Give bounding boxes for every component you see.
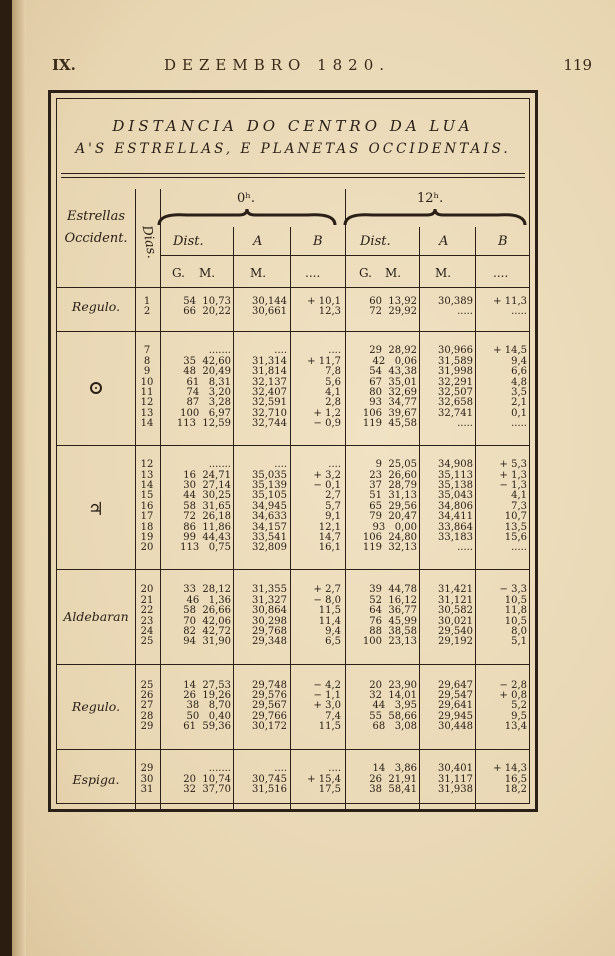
- cell-d12: 55 58,66: [369, 710, 417, 722]
- cell-d0: 30 27,14: [183, 480, 231, 491]
- cell-b0: + 10,1: [307, 296, 341, 307]
- cell-d12: 67 35,01: [369, 376, 417, 388]
- cell-d12: 14 3,86: [372, 763, 417, 775]
- cell-d0: 32 37,70: [183, 784, 231, 796]
- cell-days: 24: [140, 625, 154, 637]
- cell-d12: 93 34,77: [369, 397, 417, 409]
- cell-b12: 2,1: [511, 397, 527, 409]
- cell-d12: 60 13,92: [369, 296, 417, 307]
- cell-a12: 32,658: [438, 397, 473, 409]
- cell-d0: .......: [208, 763, 231, 775]
- cell-days: 14: [140, 418, 154, 430]
- cell-b12: 9,4: [511, 355, 527, 367]
- cell-days: 2: [143, 306, 151, 318]
- cell-a0: 30,864: [252, 605, 287, 617]
- cell-d12: 42 0,06: [372, 355, 417, 367]
- cell-d12: 51 31,13: [369, 490, 417, 502]
- cell-d12: 32 14,01: [369, 689, 417, 701]
- star-name: Regulo.: [71, 698, 121, 714]
- cell-a12: 30,966: [438, 345, 473, 357]
- cell-a12: 34,806: [438, 500, 473, 512]
- cell-a0: 29,567: [252, 700, 287, 712]
- cell-days: 8: [143, 355, 151, 367]
- cell-b0: + 2,7: [313, 584, 341, 596]
- cell-days: 13: [140, 407, 154, 419]
- cell-b12: 5,1: [511, 636, 527, 648]
- cell-a0: 29,576: [252, 689, 287, 701]
- cell-d12: 119 45,58: [362, 418, 417, 430]
- cell-days: 14: [140, 480, 154, 491]
- cell-a0: 32,809: [252, 542, 287, 554]
- group-separator: [57, 664, 529, 665]
- header-hour-12: 12ʰ.: [417, 191, 444, 206]
- cell-b0: 12,3: [318, 306, 341, 318]
- cell-a0: 34,945: [252, 500, 287, 512]
- header-hour-0: 0ʰ.: [237, 191, 256, 206]
- cell-d0: 14 27,53: [183, 679, 231, 691]
- cell-b0: 11,5: [318, 605, 341, 617]
- cell-d0: 26 19,26: [183, 689, 231, 701]
- star-name: Espiga.: [72, 772, 120, 787]
- cell-b0: 2,8: [325, 397, 341, 409]
- cell-d0: 46 1,36: [186, 594, 231, 606]
- vline-dist12: [419, 227, 420, 811]
- cell-days: 20: [140, 542, 154, 554]
- cell-b0: − 1,1: [313, 689, 341, 701]
- header-days: Dias.: [138, 224, 160, 260]
- sub-dist-12: Dist.: [360, 234, 391, 249]
- cell-a12: 35,138: [438, 480, 473, 491]
- header-star-column: [57, 206, 135, 250]
- cell-a12: 30,401: [438, 763, 473, 775]
- cell-d0: .......: [208, 459, 231, 471]
- sub-a-0: A: [253, 234, 263, 249]
- cell-b12: + 14,3: [493, 763, 527, 775]
- cell-d0: 44 30,25: [183, 490, 231, 502]
- cell-a0: 29,348: [252, 636, 287, 648]
- cell-a0: 32,744: [252, 418, 287, 430]
- cell-a0: 30,172: [252, 721, 287, 733]
- star-name: ♃: [87, 499, 105, 520]
- cell-a0: 32,137: [252, 376, 287, 388]
- cell-d0: 58 31,65: [183, 500, 231, 512]
- cell-b0: ....: [328, 763, 341, 775]
- cell-d12: 88 38,58: [369, 625, 417, 637]
- brace-0h: [157, 207, 337, 227]
- group-separator: [57, 331, 529, 332]
- cell-b12: 13,5: [504, 521, 527, 533]
- cell-a0: 33,541: [252, 532, 287, 543]
- cell-d0: 82 42,72: [183, 625, 231, 637]
- hline-sub: [160, 255, 529, 256]
- cell-b12: 9,5: [511, 710, 527, 722]
- unit-dots-b0: ....: [305, 266, 321, 280]
- cell-b12: 5,2: [511, 700, 527, 712]
- cell-b12: 4,1: [511, 490, 527, 502]
- table-frame: [48, 90, 538, 812]
- cell-b0: 6,5: [325, 636, 341, 648]
- cell-days: 1: [143, 296, 151, 307]
- table-inner-border: [56, 98, 530, 804]
- unit-g-0: G.: [172, 266, 185, 280]
- cell-b0: 16,1: [318, 542, 341, 554]
- sub-a-12: A: [439, 234, 449, 249]
- cell-b12: − 1,3: [499, 480, 527, 491]
- cell-b12: + 1,3: [499, 469, 527, 481]
- cell-a12: 31,421: [438, 584, 473, 596]
- cell-b12: 13,4: [504, 721, 527, 733]
- cell-d12: 23 26,60: [369, 469, 417, 481]
- cell-b0: 7,4: [325, 710, 341, 722]
- data-table: [57, 99, 529, 803]
- unit-dots-b12: ....: [493, 266, 509, 280]
- cell-a0: 31,355: [252, 584, 287, 596]
- table-title-line2: A'S ESTRELLAS, E PLANETAS OCCIDENTAIS.: [75, 141, 511, 157]
- cell-d0: 20 10,74: [183, 773, 231, 785]
- cell-b12: 10,7: [504, 511, 527, 523]
- cell-a0: 31,327: [252, 594, 287, 606]
- brace-12h: [343, 207, 527, 227]
- cell-a0: 32,591: [252, 397, 287, 409]
- cell-d12: 106 39,67: [362, 407, 417, 419]
- cell-days: 19: [140, 532, 154, 543]
- cell-d12: 64 36,77: [369, 605, 417, 617]
- cell-d12: 26 21,91: [369, 773, 417, 785]
- cell-b12: 8,0: [511, 625, 527, 637]
- cell-b0: 4,1: [325, 387, 341, 398]
- cell-b0: ....: [328, 459, 341, 471]
- cell-d12: 29 28,92: [369, 345, 417, 357]
- cell-b0: + 3,2: [313, 469, 341, 481]
- cell-a0: 35,035: [252, 469, 287, 481]
- cell-d0: 54 10,73: [183, 296, 231, 307]
- cell-days: 21: [140, 594, 154, 606]
- cell-a12: 32,507: [438, 387, 473, 398]
- cell-a0: 31,814: [252, 366, 287, 378]
- cell-b0: 14,7: [318, 532, 341, 543]
- cell-d12: 20 23,90: [369, 679, 417, 691]
- cell-b12: 11,8: [504, 605, 527, 617]
- cell-b0: 7,8: [325, 366, 341, 378]
- page-roman: IX.: [52, 56, 76, 74]
- cell-a0: 34,157: [252, 521, 287, 533]
- book-gutter: [12, 0, 26, 956]
- sub-b-12: B: [498, 234, 508, 249]
- cell-a12: 35,043: [438, 490, 473, 502]
- cell-b12: 0,1: [511, 407, 527, 419]
- cell-b12: 15,6: [504, 532, 527, 543]
- cell-days: 29: [140, 721, 154, 733]
- cell-d0: 66 20,22: [183, 306, 231, 318]
- cell-days: 12: [140, 397, 154, 409]
- cell-d0: 100 6,97: [180, 407, 231, 419]
- cell-a12: 30,021: [438, 615, 473, 627]
- cell-days: 30: [140, 773, 154, 785]
- cell-b0: − 0,1: [313, 480, 341, 491]
- cell-days: 9: [143, 366, 151, 378]
- vline-a12: [475, 227, 476, 811]
- cell-a12: .....: [457, 542, 473, 554]
- cell-a0: 30,661: [252, 306, 287, 318]
- cell-b12: .....: [511, 306, 527, 318]
- cell-b0: 17,5: [318, 784, 341, 796]
- cell-b0: 5,7: [325, 500, 341, 512]
- hline-units: [57, 287, 529, 288]
- cell-a0: ....: [274, 345, 287, 357]
- cell-d0: 72 26,18: [183, 511, 231, 523]
- cell-a12: 31,117: [438, 773, 473, 785]
- cell-a12: 29,192: [438, 636, 473, 648]
- cell-days: 25: [140, 636, 154, 648]
- cell-b12: 7,3: [511, 500, 527, 512]
- cell-a0: 35,139: [252, 480, 287, 491]
- cell-d12: 100 23,13: [362, 636, 417, 648]
- cell-b12: 16,5: [504, 773, 527, 785]
- cell-d12: 93 0,00: [372, 521, 417, 533]
- cell-a12: 29,945: [438, 710, 473, 722]
- cell-d0: 70 42,06: [183, 615, 231, 627]
- cell-a0: 32,710: [252, 407, 287, 419]
- page-number: 119: [563, 56, 592, 74]
- cell-b12: .....: [511, 418, 527, 430]
- cell-b0: 11,5: [318, 721, 341, 733]
- cell-a12: .....: [457, 306, 473, 318]
- sub-b-0: B: [313, 234, 323, 249]
- cell-a12: 32,291: [438, 376, 473, 388]
- cell-b0: 9,4: [325, 625, 341, 637]
- cell-b0: − 8,0: [313, 594, 341, 606]
- cell-b0: 11,4: [318, 615, 341, 627]
- cell-days: 20: [140, 584, 154, 596]
- cell-a12: 30,389: [438, 296, 473, 307]
- cell-d12: 65 29,56: [369, 500, 417, 512]
- cell-a12: 30,448: [438, 721, 473, 733]
- vline-star: [135, 189, 136, 811]
- cell-d12: 72 29,92: [369, 306, 417, 318]
- sub-dist-0: Dist.: [173, 234, 204, 249]
- cell-days: 12: [140, 459, 154, 471]
- cell-a0: ....: [274, 459, 287, 471]
- cell-b0: + 11,7: [307, 355, 341, 367]
- cell-a0: 29,748: [252, 679, 287, 691]
- cell-days: 13: [140, 469, 154, 481]
- cell-days: 7: [143, 345, 151, 357]
- cell-d0: 99 44,43: [183, 532, 231, 543]
- cell-a0: 31,516: [252, 784, 287, 796]
- group-separator: [57, 569, 529, 570]
- cell-b0: 2,7: [325, 490, 341, 502]
- cell-b12: − 2,8: [499, 679, 527, 691]
- cell-b12: − 3,3: [499, 584, 527, 596]
- cell-days: 22: [140, 605, 154, 617]
- cell-a12: 31,121: [438, 594, 473, 606]
- cell-d12: 38 58,41: [369, 784, 417, 796]
- cell-b12: + 11,3: [493, 296, 527, 307]
- cell-d0: 50 0,40: [186, 710, 231, 722]
- unit-m-12: M.: [385, 266, 402, 280]
- cell-a12: 30,582: [438, 605, 473, 617]
- cell-d12: 52 16,12: [369, 594, 417, 606]
- cell-b12: .....: [511, 542, 527, 554]
- cell-d0: 87 3,28: [186, 397, 231, 409]
- cell-b0: 12,1: [318, 521, 341, 533]
- unit-g-12: G.: [359, 266, 372, 280]
- cell-a12: 33,864: [438, 521, 473, 533]
- cell-d0: 61 8,31: [186, 376, 231, 388]
- cell-days: 25: [140, 679, 154, 691]
- cell-b0: + 3,0: [313, 700, 341, 712]
- cell-b12: 10,5: [504, 615, 527, 627]
- cell-b0: + 1,2: [313, 407, 341, 419]
- cell-d0: 58 26,66: [183, 605, 231, 617]
- book-page: [12, 0, 615, 956]
- cell-d0: 61 59,36: [183, 721, 231, 733]
- cell-d12: 76 45,99: [369, 615, 417, 627]
- cell-d12: 68 3,08: [372, 721, 417, 733]
- cell-a12: 34,908: [438, 459, 473, 471]
- cell-days: 27: [140, 700, 154, 712]
- cell-days: 26: [140, 689, 154, 701]
- cell-d12: 9 25,05: [375, 459, 417, 471]
- cell-d0: 113 0,75: [180, 542, 231, 554]
- table-title-line1: DISTANCIA DO CENTRO DA LUA: [112, 117, 474, 135]
- cell-b12: + 0,8: [499, 689, 527, 701]
- cell-a0: ....: [274, 763, 287, 775]
- cell-d12: 39 44,78: [369, 584, 417, 596]
- cell-a0: 35,105: [252, 490, 287, 502]
- cell-a12: 34,411: [438, 511, 473, 523]
- cell-a0: 31,314: [252, 355, 287, 367]
- cell-b0: 5,6: [325, 376, 341, 388]
- cell-days: 28: [140, 710, 154, 722]
- cell-a12: 31,998: [438, 366, 473, 378]
- cell-days: 23: [140, 615, 154, 627]
- cell-b12: 3,5: [511, 387, 527, 398]
- group-separator: [57, 749, 529, 750]
- cell-days: 10: [140, 376, 154, 388]
- running-head: [52, 56, 592, 82]
- cell-d12: 106 24,80: [362, 532, 417, 543]
- cell-b0: 9,1: [325, 511, 341, 523]
- cell-a0: 30,745: [252, 773, 287, 785]
- header-star-label: Estrellas Occident.: [64, 209, 128, 246]
- cell-a12: 29,547: [438, 689, 473, 701]
- cell-d12: 79 20,47: [369, 511, 417, 523]
- cell-d0: 113 12,59: [176, 418, 231, 430]
- cell-b12: 10,5: [504, 594, 527, 606]
- unit-m-0: M.: [199, 266, 216, 280]
- cell-d12: 54 43,38: [369, 366, 417, 378]
- cell-d0: .......: [208, 345, 231, 357]
- cell-days: 29: [140, 763, 154, 775]
- cell-d0: 33 28,12: [183, 584, 231, 596]
- cell-a12: 29,641: [438, 700, 473, 712]
- cell-a0: 30,298: [252, 615, 287, 627]
- unit-m-a12: M.: [435, 266, 452, 280]
- cell-b12: + 5,3: [499, 459, 527, 471]
- cell-d0: 86 11,86: [183, 521, 231, 533]
- cell-a12: 29,647: [438, 679, 473, 691]
- cell-a12: 31,938: [438, 784, 473, 796]
- cell-d0: 16 24,71: [183, 469, 231, 481]
- cell-a0: 34,633: [252, 511, 287, 523]
- cell-days: 18: [140, 521, 154, 533]
- cell-d12: 37 28,79: [369, 480, 417, 491]
- cell-d0: 38 8,70: [186, 700, 231, 712]
- cell-d12: 44 3,95: [372, 700, 417, 712]
- cell-b0: − 4,2: [313, 679, 341, 691]
- cell-b12: 4,8: [511, 376, 527, 388]
- cell-days: 11: [140, 387, 154, 398]
- cell-a12: 35,113: [438, 469, 473, 481]
- month-heading: DEZEMBRO 1820.: [164, 56, 391, 74]
- cell-b0: ....: [328, 345, 341, 357]
- cell-days: 31: [140, 784, 154, 796]
- cell-a12: 29,540: [438, 625, 473, 637]
- cell-a12: 32,741: [438, 407, 473, 419]
- group-separator: [57, 445, 529, 446]
- cell-a12: 33,183: [438, 532, 473, 543]
- vline-dist0: [233, 227, 234, 811]
- cell-a12: .....: [457, 418, 473, 430]
- cell-d0: 74 3,20: [186, 387, 231, 398]
- cell-d0: 35 42,60: [183, 355, 231, 367]
- cell-b12: 6,6: [511, 366, 527, 378]
- cell-days: 15: [140, 490, 154, 502]
- vline-mid: [345, 189, 346, 811]
- cell-d0: 94 31,90: [183, 636, 231, 648]
- cell-b0: + 15,4: [307, 773, 341, 785]
- cell-b0: − 0,9: [313, 418, 341, 430]
- cell-a0: 29,766: [252, 710, 287, 722]
- cell-a12: 31,589: [438, 355, 473, 367]
- star-name: Regulo.: [71, 299, 121, 314]
- cell-b12: + 14,5: [493, 345, 527, 357]
- star-name: Aldebaran: [63, 608, 129, 624]
- cell-d12: 80 32,69: [369, 387, 417, 398]
- cell-days: 17: [140, 511, 154, 523]
- cell-a0: 30,144: [252, 296, 287, 307]
- sun-icon: [90, 382, 102, 394]
- cell-d0: 48 20,49: [183, 366, 231, 378]
- cell-d12: 119 32,13: [362, 542, 417, 554]
- unit-m-a0: M.: [250, 266, 267, 280]
- cell-a0: 32,407: [252, 387, 287, 398]
- cell-b12: 18,2: [504, 784, 527, 796]
- cell-a0: 29,768: [252, 625, 287, 637]
- cell-days: 16: [140, 500, 154, 512]
